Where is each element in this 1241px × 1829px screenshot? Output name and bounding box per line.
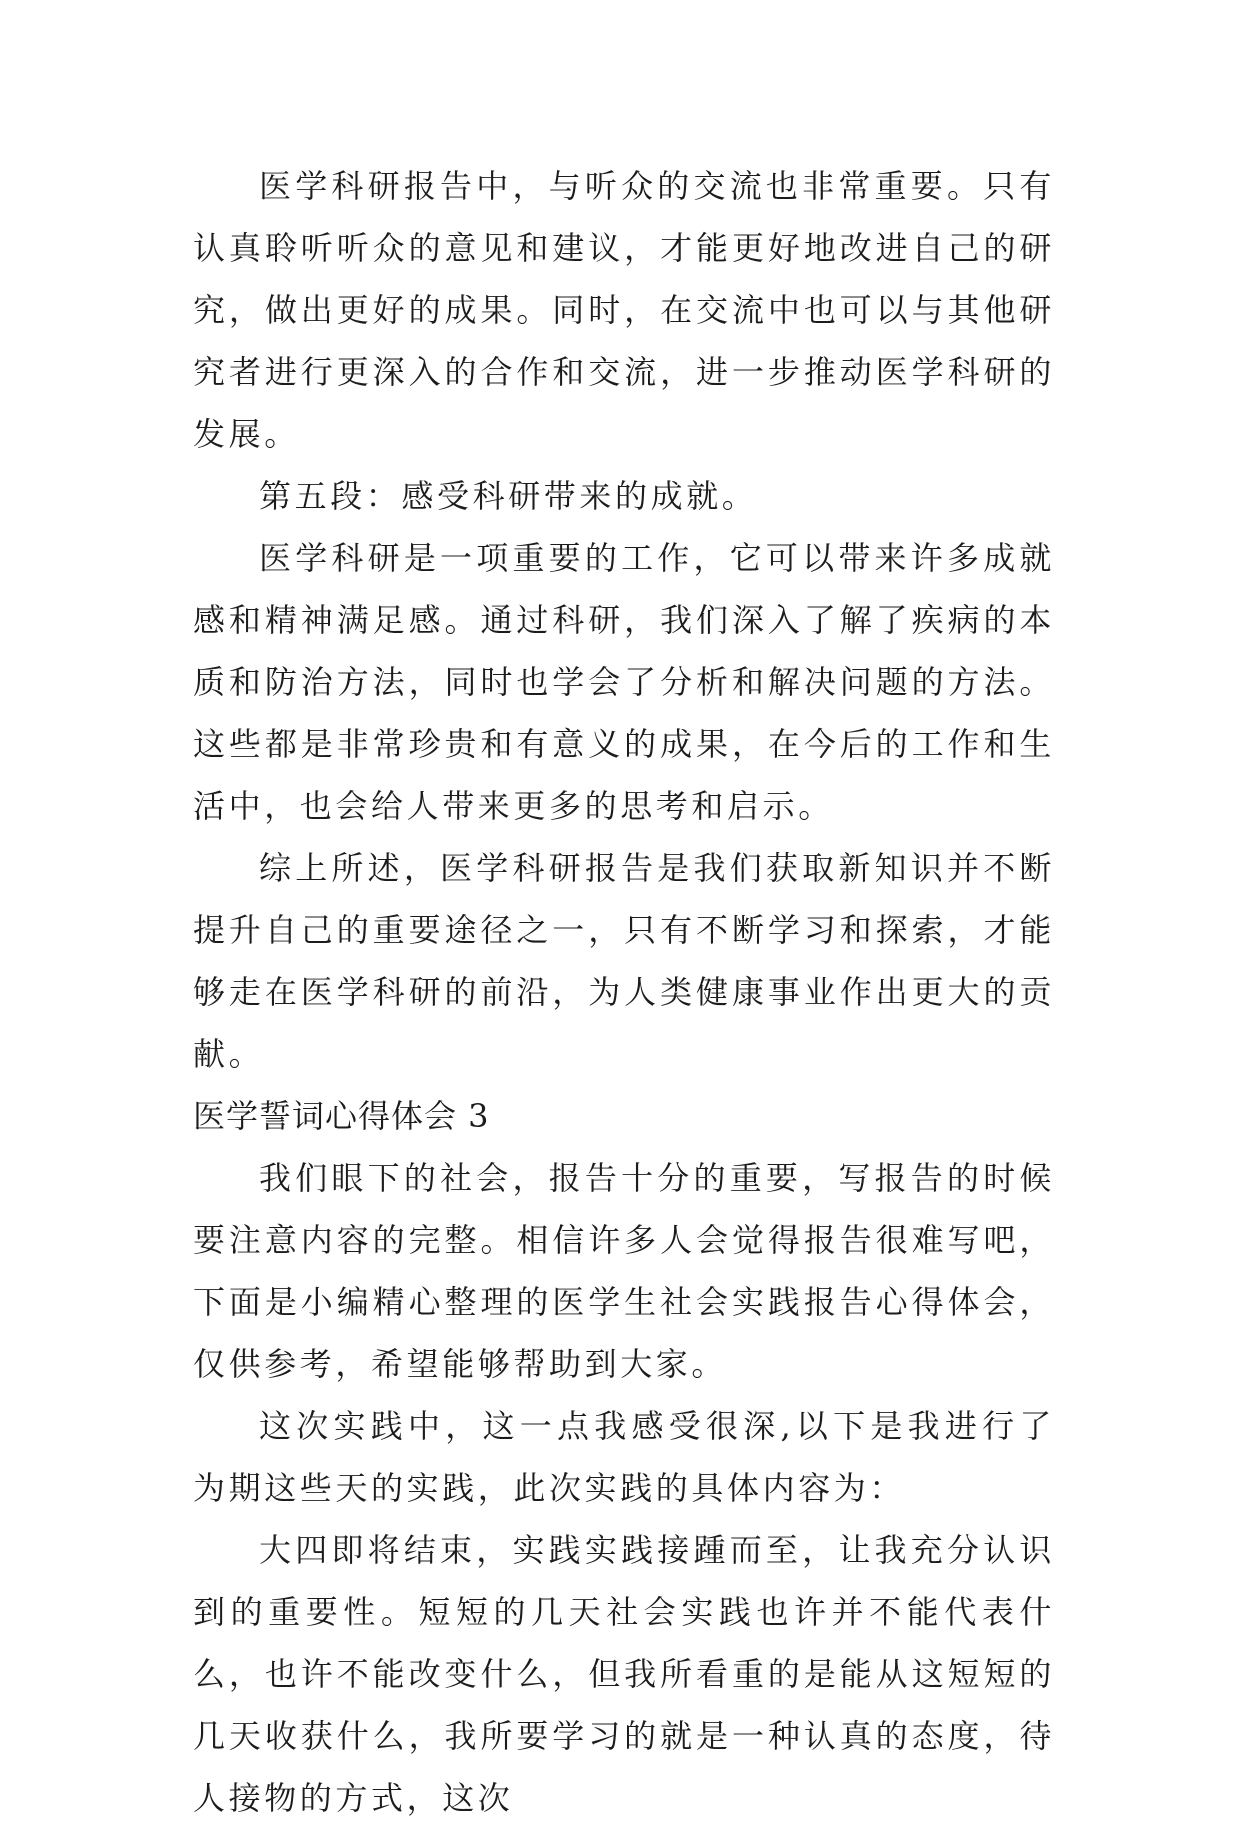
- article-title: 医学誓词心得体会 3: [193, 1097, 490, 1135]
- paragraph-achievement: 医学科研是一项重要的工作，它可以带来许多成就感和精神满足感。通过科研，我们深入了解了疾病的本质和防治方法，同时也学会了分析和解决问题的方法。这些都是非常珍贵和有意义的成果，在今后的工作和生活中，也会给人带来更多的思考和启示。: [193, 539, 1055, 825]
- paragraph-senior-year: 大四即将结束，实践实践接踵而至，让我充分认识到的重要性。短短的几天社会实践也许并不能代表什么，也许不能改变什么，但我所看重的是能从这短短的几天收获什么，我所要学习的就是一种认真的态度，待人接物的方式，这次: [193, 1531, 1055, 1817]
- paragraph-communication: 医学科研报告中，与听众的交流也非常重要。只有认真聆听听众的意见和建议，才能更好地改进自己的研究，做出更好的成果。同时，在交流中也可以与其他研究者进行更深入的合作和交流，进一步推动医学科研的发展。: [193, 167, 1055, 453]
- section-heading-part-five: 第五段：感受科研带来的成就。: [259, 477, 758, 515]
- document-body: [193, 155, 1055, 1829]
- paragraph-practice: 这次实践中，这一点我感受很深,以下是我进行了为期这些天的实践，此次实践的具体内容为：: [193, 1407, 1055, 1507]
- paragraph-intro: 我们眼下的社会，报告十分的重要，写报告的时候要注意内容的完整。相信许多人会觉得报告很难写吧，下面是小编精心整理的医学生社会实践报告心得体会，仅供参考，希望能够帮助到大家。: [193, 1159, 1055, 1383]
- paragraph-summary: 综上所述，医学科研报告是我们获取新知识并不断提升自己的重要途径之一，只有不断学习和探索，才能够走在医学科研的前沿，为人类健康事业作出更大的贡献。: [193, 849, 1055, 1073]
